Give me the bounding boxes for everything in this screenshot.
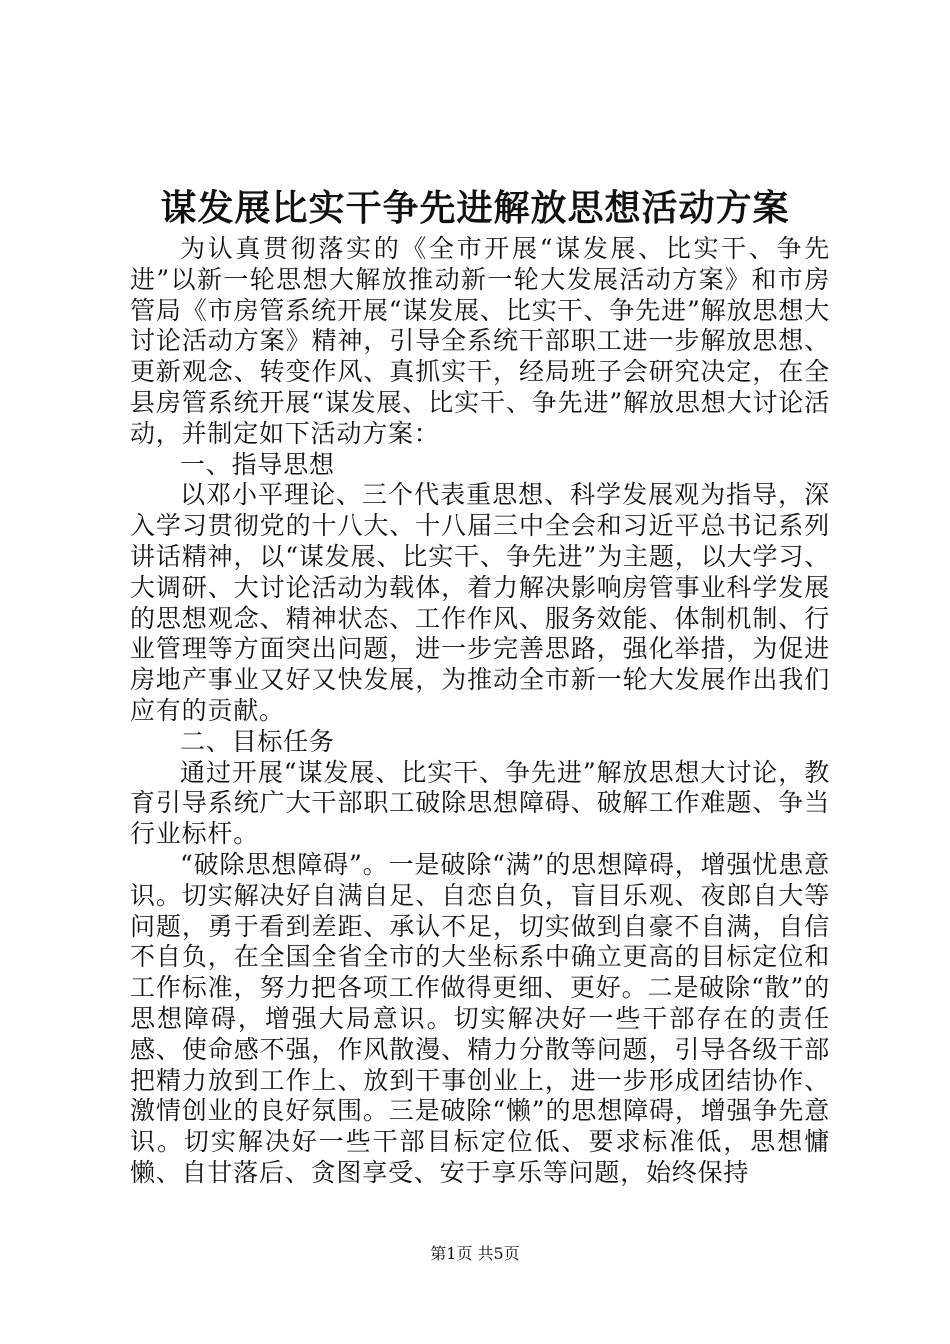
document-title: 谋发展比实干争先进解放思想活动方案	[160, 187, 790, 229]
goals-paragraph: 通过开展“谋发展、比实干、争先进”解放思想大讨论，教育引导系统广大干部职工破除思想障碍、破解工作难题、争当行业标杆。	[130, 757, 830, 849]
document-body	[130, 234, 830, 1189]
guiding-thought-paragraph: 以邓小平理论、三个代表重思想、科学发展观为指导，深入学习贯彻党的十八大、十八届三中全会和习近平总书记系列讲话精神，以“谋发展、比实干、争先进”为主题，以大学习、大调研、大讨论活动为载体，着力解决影响房管事业科学发展的思想观念、精神状态、工作作风、服务效能、体制机制、行业管理等方面突出问题，进一步完善思路，强化举措，为促进房地产事业又好又快发展，为推动全市新一轮大发展作出我们应有的贡献。	[130, 480, 830, 725]
page-footer: 第1页 共5页	[430, 1244, 520, 1263]
section-heading-guiding-thought: 一、指导思想	[180, 449, 335, 479]
intro-paragraph: 为认真贯彻落实的《全市开展“谋发展、比实干、争先进”以新一轮思想大解放推动新一轮大发展活动方案》和市房管局《市房管系统开展“谋发展、比实干、争先进”解放思想大讨论活动方案》精神，引导全系统干部职工进一步解放思想、更新观念、转变作风、真抓实干，经局班子会研究决定，在全县房管系统开展“谋发展、比实干、争先进”解放思想大讨论活动，并制定如下活动方案：	[130, 234, 830, 448]
obstacles-paragraph: “破除思想障碍”。一是破除“满”的思想障碍，增强忧患意识。切实解决好自满自足、自恋自负，盲目乐观、夜郎自大等问题，勇于看到差距、承认不足，切实做到自豪不自满，自信不自负，在全国全省全市的大坐标系中确立更高的目标定位和工作标准，努力把各项工作做得更细、更好。二是破除“散”的思想障碍，增强大局意识。切实解决好一些干部存在的责任感、使命感不强，作风散漫、精力分散等问题，引导各级干部把精力放到工作上、放到干事创业上，进一步形成团结协作、激情创业的良好氛围。三是破除“懒”的思想障碍，增强争先意识。切实解决好一些干部目标定位低、要求标准低，思想慵懒、自甘落后、贪图享受、安于享乐等问题，始终保持	[130, 849, 830, 1187]
section-heading-goals: 二、目标任务	[180, 726, 335, 756]
